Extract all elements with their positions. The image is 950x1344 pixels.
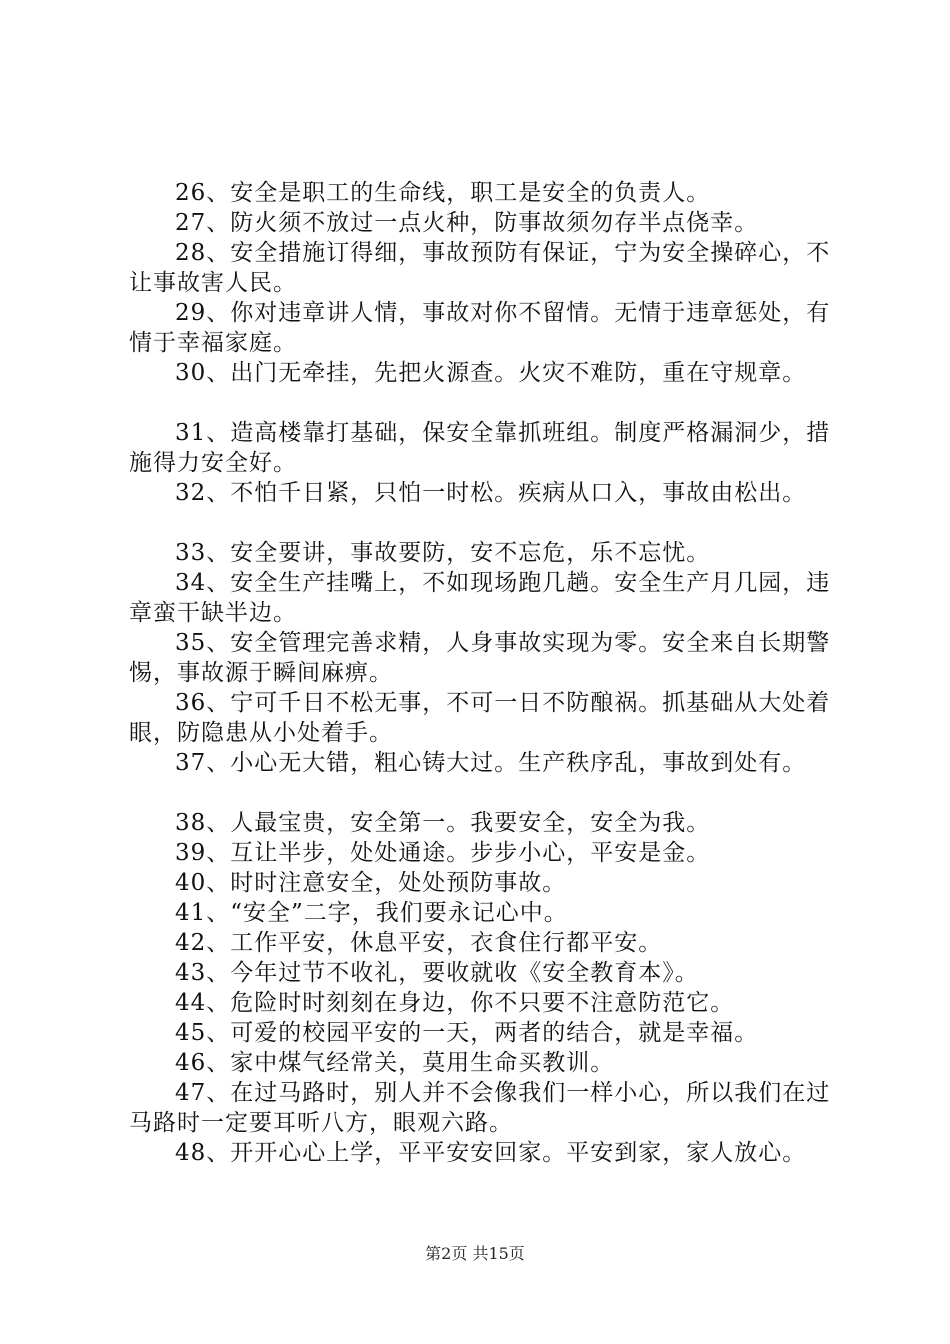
paragraph-45: 45、可爱的校园平安的一天，两者的结合，就是幸福。 — [175, 1020, 759, 1046]
paragraph-35: 35、安全管理完善求精，人身事故实现为零。安全来自长期警惕，事故源于瞬间麻痹。 — [129, 630, 831, 686]
paragraph-29: 29、你对违章讲人情，事故对你不留情。无情于违章惩处，有情于幸福家庭。 — [129, 300, 831, 356]
page-number-footer: 第2页 共15页 — [425, 1244, 525, 1263]
paragraph-44: 44、危险时时刻刻在身边，你不只要不注意防范它。 — [175, 990, 735, 1016]
paragraph-31: 31、造高楼靠打基础，保安全靠抓班组。制度严格漏洞少，措施得力安全好。 — [129, 420, 831, 476]
paragraph-33: 33、安全要讲，事故要防，安不忘危，乐不忘忧。 — [175, 540, 711, 566]
paragraph-36: 36、宁可千日不松无事，不可一日不防酿祸。抓基础从大处着眼，防隐患从小处着手。 — [129, 690, 831, 746]
paragraph-39: 39、互让半步，处处通途。步步小心，平安是金。 — [175, 840, 711, 866]
paragraph-42: 42、工作平安，休息平安，衣食住行都平安。 — [175, 930, 663, 956]
paragraph-32: 32、不怕千日紧，只怕一时松。疾病从口入，事故由松出。 — [175, 480, 807, 506]
paragraph-37: 37、小心无大错，粗心铸大过。生产秩序乱，事故到处有。 — [175, 750, 807, 776]
paragraph-27: 27、防火须不放过一点火种，防事故须勿存半点侥幸。 — [175, 210, 759, 236]
paragraph-43: 43、今年过节不收礼，要收就收《安全教育本》。 — [175, 960, 699, 986]
paragraph-46: 46、家中煤气经常关，莫用生命买教训。 — [175, 1050, 615, 1076]
paragraph-28: 28、安全措施订得细，事故预防有保证，宁为安全操碎心，不让事故害人民。 — [129, 240, 831, 296]
paragraph-30: 30、出门无牵挂，先把火源查。火灾不难防，重在守规章。 — [175, 360, 807, 386]
paragraph-40: 40、时时注意安全，处处预防事故。 — [175, 870, 567, 896]
paragraph-48: 48、开开心心上学，平平安安回家。平安到家，家人放心。 — [175, 1140, 807, 1166]
document-body — [129, 178, 851, 1168]
paragraph-38: 38、人最宝贵，安全第一。我要安全，安全为我。 — [175, 810, 711, 836]
paragraph-47: 47、在过马路时，别人并不会像我们一样小心，所以我们在过马路时一定要耳听八方，眼观六路。 — [129, 1080, 831, 1136]
paragraph-34: 34、安全生产挂嘴上，不如现场跑几趟。安全生产月几园，违章蛮干缺半边。 — [129, 570, 831, 626]
paragraph-26: 26、安全是职工的生命线，职工是安全的负责人。 — [175, 180, 711, 206]
paragraph-41: 41、“安全”二字，我们要永记心中。 — [175, 900, 568, 926]
